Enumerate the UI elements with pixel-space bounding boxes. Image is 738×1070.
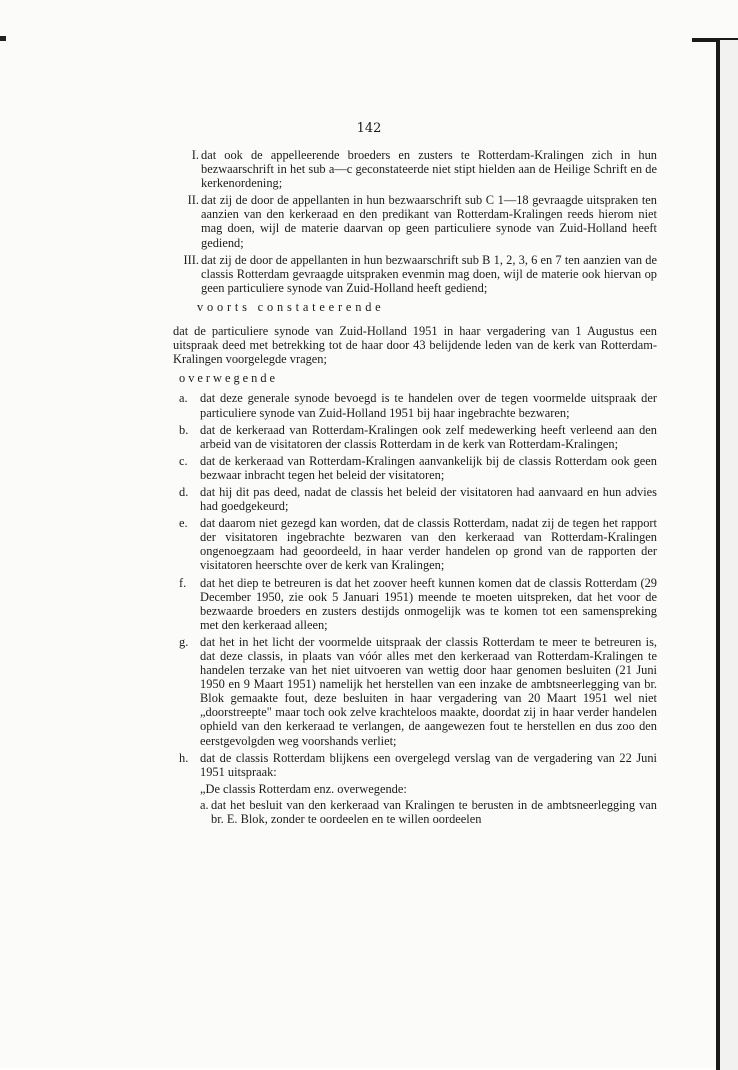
- item-marker: h.: [179, 750, 189, 765]
- item-marker: b.: [179, 422, 189, 437]
- item-text: dat het diep te betreuren is dat het zoover heeft kunnen komen dat de classis Rotterdam (29 December 1950, zie ook 5 Januari 1951) meende te moeten uitspreken, dat het voor de bezwaarde broeders en zusters destijds onmogelijk was te komen tot een samenspreking met den kerkeraad alleen;: [200, 575, 657, 632]
- quote-sub-item-a: [165, 798, 657, 826]
- item-text: dat de classis Rotterdam blijkens een overgelegd verslag van de vergadering van 22 Juni 1951 uitspraak:: [200, 750, 657, 779]
- item-text: dat zij de door de appellanten in hun bezwaarschrift sub B 1, 2, 3, 6 en 7 ten aanzien van de classis Rotterdam gevraagde uitspraken evenmin mag doen, wijl de materie ook hiervan op geen particuliere synode van Zuid-Holland heeft gediend;: [201, 252, 657, 295]
- item-marker: c.: [179, 453, 188, 468]
- paragraph-synode: dat de particuliere synode van Zuid-Holland 1951 in haar vergadering van 1 Augustus een uitspraak deed met betrekking tot de haar door 43 belijdende leden van de kerk van Rotterdam-Kralingen voorgelegde vragen;: [173, 324, 657, 367]
- item-marker: d.: [179, 484, 189, 499]
- heading-constateerende: voorts constateerende: [197, 299, 385, 314]
- item-marker: a.: [179, 391, 188, 406]
- item-text: dat deze generale synode bevoegd is te handelen over de tegen voormelde uitspraak der particuliere synode van Zuid-Holland 1951 bij haar ingebrachte bezwaren;: [200, 391, 657, 420]
- item-marker: III.: [183, 252, 199, 267]
- page-edge-mark-left: [0, 36, 6, 41]
- item-marker: a.: [200, 797, 209, 812]
- roman-item-3: [165, 253, 657, 295]
- letter-item-h: [165, 751, 657, 779]
- heading-overwegende: overwegende: [179, 371, 279, 386]
- item-text: dat ook de appelleerende broeders en zusters te Rotterdam-Kralingen zich in hun bezwaarschrift in het sub a—c geconstateerde niet stipt hielden aan de Heilige Schrift en de kerkenordening;: [201, 148, 657, 191]
- item-marker: e.: [179, 516, 188, 531]
- item-text: dat de kerkeraad van Rotterdam-Kralingen aanvankelijk bij de classis Rotterdam ook geen bezwaar inbracht tegen het beleid der visitatoren;: [200, 453, 657, 482]
- item-marker: f.: [179, 575, 187, 590]
- letter-item-c: [165, 454, 657, 482]
- letter-item-f: [165, 576, 657, 632]
- letter-item-g: [165, 635, 657, 748]
- item-text: dat zij de door de appellanten in hun bezwaarschrift sub C 1—18 gevraagde uitspraken ten aanzien van den kerkeraad en den predikant van Rotterdam-Kralingen reeds hierom niet mag doen, wijl de materie daarvan op geen particuliere synode van Zuid-Holland heeft gediend;: [201, 193, 657, 250]
- roman-item-2: [165, 193, 657, 249]
- letter-item-b: [165, 423, 657, 451]
- item-text: dat het besluit van den kerkeraad van Kralingen te berusten in de ambtsneerlegging van br. E. Blok, zonder te oordeelen en te willen oordeelen: [211, 797, 657, 827]
- item-marker: II.: [187, 193, 199, 208]
- quote-intro: „De classis Rotterdam enz. overwegende:: [200, 781, 407, 796]
- item-text: dat daarom niet gezegd kan worden, dat de classis Rotterdam, nadat zij de tegen het rapport der visitatoren ingebrachte bezwaren van den kerkeraad van Rotterdam-Kralingen ongenoegzaam had geoordeeld, in haar verder handelen op grond van de rapporten der visitatoren heerschte over de kerk van Kralingen;: [200, 516, 657, 573]
- item-marker: g.: [179, 634, 189, 649]
- letter-item-e: [165, 516, 657, 572]
- item-marker: I.: [191, 148, 199, 162]
- body-text: [165, 148, 657, 826]
- letter-item-d: [165, 485, 657, 513]
- item-text: dat de kerkeraad van Rotterdam-Kralingen ook zelf medewerking heeft verleend aan den arbeid van de visitatoren der classis Rotterdam in de kerk van Rotterdam-Kralingen;: [200, 422, 657, 451]
- page-number: 142: [356, 121, 382, 136]
- item-text: dat het in het licht der voormelde uitspraak der classis Rotterdam te meer te betreuren is, dat deze classis, in plaats van vóór alles met den kerkeraad van Rotterdam-Kralingen te handelen terzake van het niet uitvoeren van wettig door haar genomen besluiten (21 Juni 1950 en 9 Maart 1951) namelijk het herstellen van een inzake de ambtsneerlegging van br. Blok gemaakte fout, deze besluiten in haar vergadering van 20 Maart 1951 wel niet „doorstreepte" maar toch ook zelve krachteloos maakte, doordat zij in haar verder handelen ophield van den kerkeraad te verlangen, de aangewezen fout te herstellen en dus zoo den eerstgevolgden weg voorshands verliet;: [200, 634, 657, 748]
- letter-item-a: [165, 391, 657, 419]
- item-text: dat hij dit pas deed, nadat de classis het beleid der visitatoren had aanvaard en hun advies had goedgekeurd;: [200, 484, 657, 514]
- page-edge-shade: [720, 40, 738, 1070]
- roman-item-1: [165, 148, 657, 190]
